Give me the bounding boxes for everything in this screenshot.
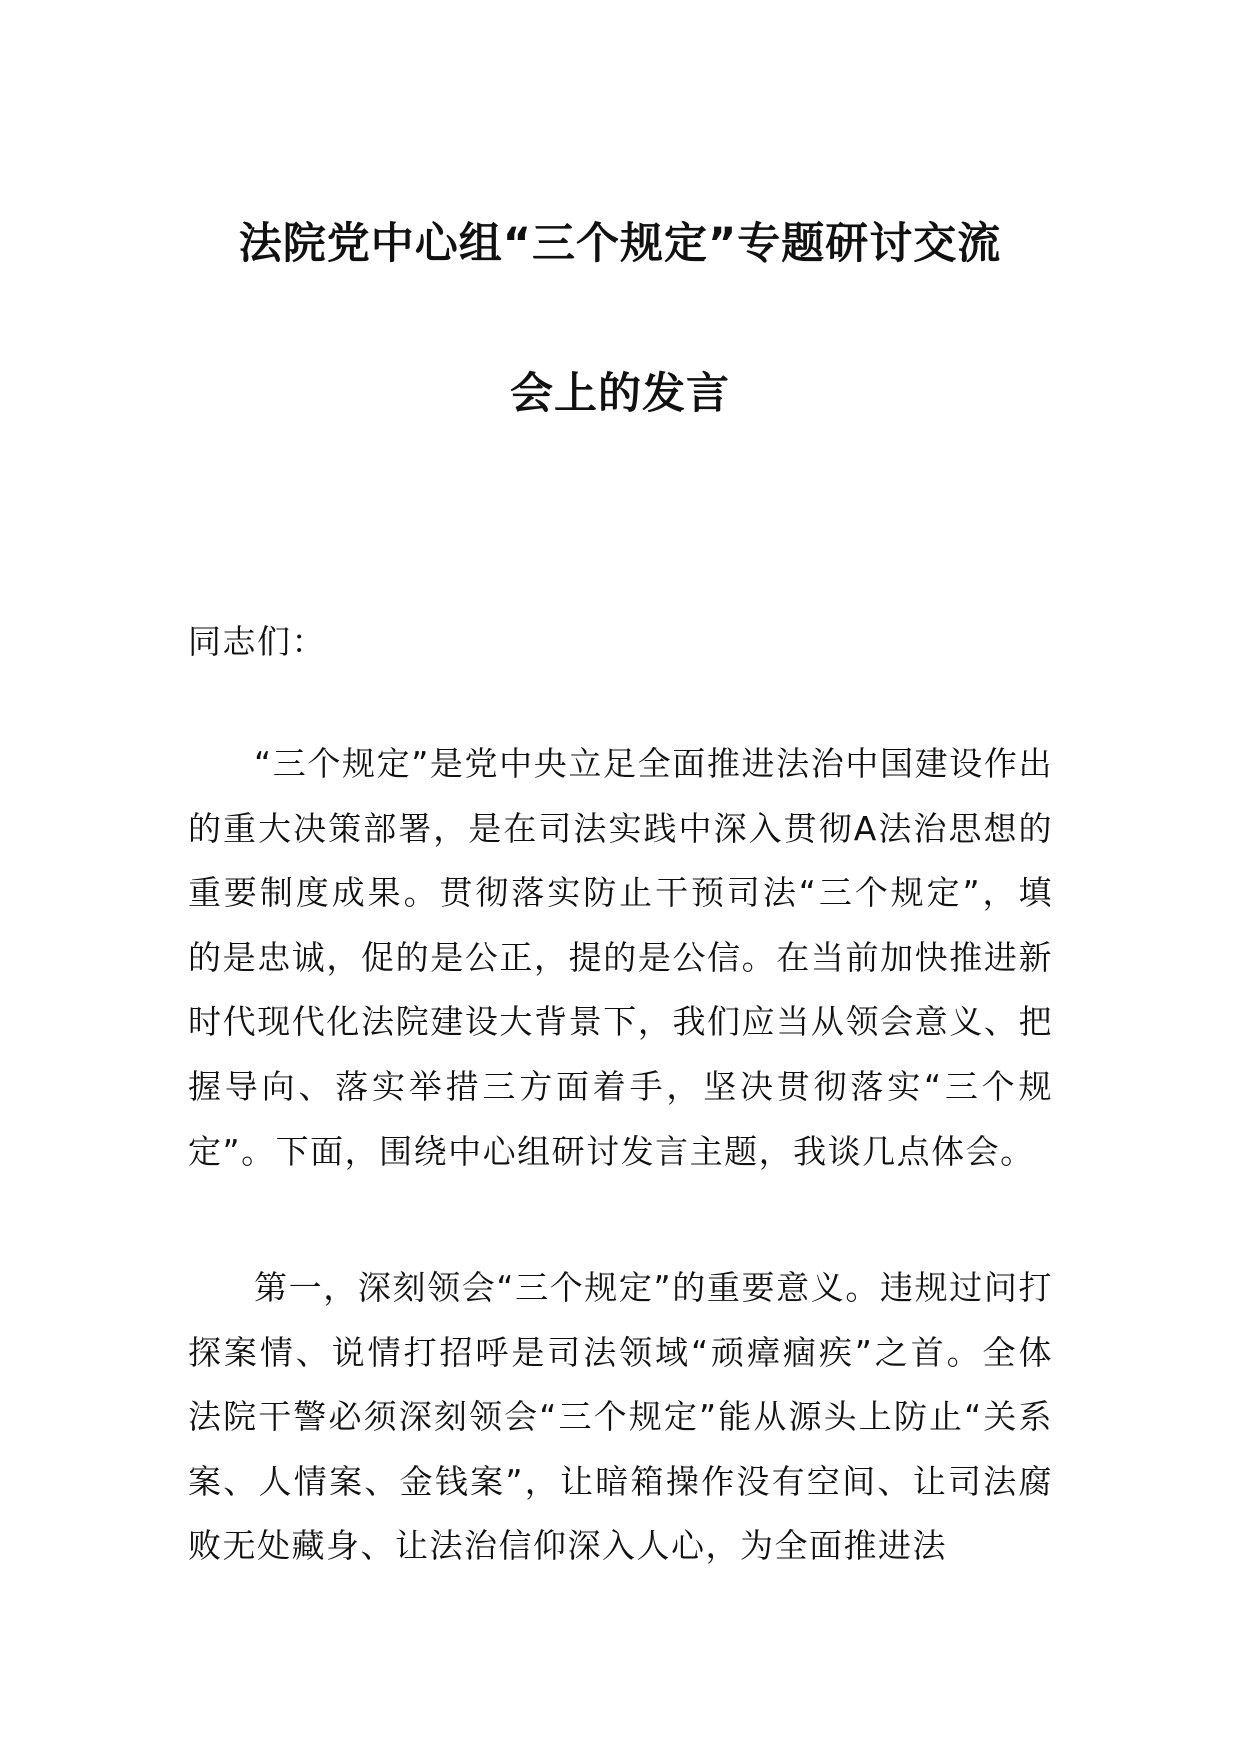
salutation: 同志们： (188, 622, 326, 661)
document-title-line-2: 会上的发言 (510, 369, 730, 419)
paragraph-first-point: 第一，深刻领会“三个规定”的重要意义。违规过问打探案情、说情打招呼是司法领域“顽瘴痼疾”之首。全体法院干警必须深刻领会“三个规定”能从源头上防止“关系案、人情案、金钱案”，让暗箱操作没有空间、让司法腐败无处藏身、让法治信仰深入人心，为全面推进法 (188, 1268, 1053, 1566)
document-title-line-1: 法院党中心组“三个规定”专题研讨交流 (238, 219, 1002, 269)
paragraph-intro: “三个规定”是党中央立足全面推进法治中国建设作出的重大决策部署，是在司法实践中深入贯彻A法治思想的重要制度成果。贯彻落实防止干预司法“三个规定”，填的是忠诚，促的是公正，提的是公信。在当前加快推进新时代现代化法院建设大背景下，我们应当从领会意义、把握导向、落实举措三方面着手，坚决贯彻落实“三个规定”。下面，围绕中心组研讨发言主题，我谈几点体会。 (188, 744, 1053, 1171)
